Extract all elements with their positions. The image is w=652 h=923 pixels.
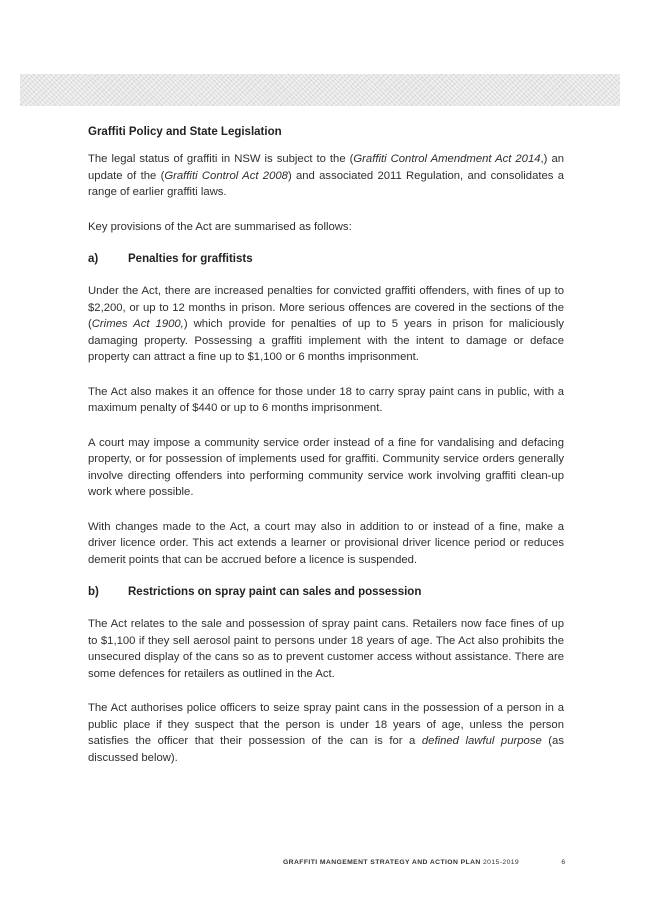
document-body <box>88 126 564 784</box>
page-footer <box>283 859 566 866</box>
section-a-paragraph-2: The Act also makes it an offence for those under 18 to carry spray paint cans in public, with a maximum penalty of $440 or up to 6 months imprisonment. <box>88 385 564 414</box>
section-a-title: Penalties for graffitists <box>128 253 253 265</box>
section-b-paragraph-2: The Act authorises police officers to seize spray paint cans in the possession of a person in a public place if they suspect that the person is under 18 years of age, unless the person satisfies the officer that their possession of the can is for a defined lawful purpose (as discussed below). <box>88 702 564 764</box>
section-a-heading <box>88 253 564 265</box>
footer-years: 2015-2019 <box>483 859 520 866</box>
section-a-paragraph-3: A court may impose a community service order instead of a fine for vandalising and defacing property, or for possession of implements used for graffiti. Community service orders generally involve directing offenders into performing community service work involving graffiti clean-up work where possible. <box>88 436 564 498</box>
section-a-paragraph-4: With changes made to the Act, a court may also in addition to or instead of a fine, make a driver licence order. This act extends a learner or provisional driver licence period or reduces demerit points that can be accrued before a licence is suspended. <box>88 520 564 566</box>
section-a-number: a) <box>88 253 99 265</box>
section-b-title: Restrictions on spray paint can sales and possession <box>128 586 422 598</box>
section-b-paragraph-1: The Act relates to the sale and possession of spray paint cans. Retailers now face fines of up to $1,100 if they sell aerosol paint to persons under 18 years of age. The Act also prohibits the unsecured display of the cans so as to prevent customer access without assistance. There are some defences for retailers as outlined in the Act. <box>88 618 564 680</box>
header-banner <box>20 74 620 106</box>
key-provisions-paragraph: Key provisions of the Act are summarised as follows: <box>88 220 352 233</box>
section-b-number: b) <box>88 586 99 598</box>
section-a-paragraph-1: Under the Act, there are increased penalties for convicted graffiti offenders, with fines of up to $2,200, or up to 12 months in prison. More serious offences are covered in the sections of the (Crimes Act 1900,) which provide for penalties of up to 5 years in prison for maliciously damaging property. Possessing a graffiti implement with the intent to damage or deface property can attract a fine up to $1,100 or 6 months imprisonment. <box>88 285 564 363</box>
intro-paragraph: The legal status of graffiti in NSW is subject to the (Graffiti Control Amendment Act 2014,) an update of the (Graffiti Control Act 2008) and associated 2011 Regulation, and consolidates a range of earlier graffiti laws. <box>88 153 565 198</box>
footer-title: GRAFFITI MANGEMENT STRATEGY AND ACTION PLAN <box>283 859 481 866</box>
page-number: 6 <box>561 859 566 866</box>
section-b-heading <box>88 586 564 598</box>
page-heading: Graffiti Policy and State Legislation <box>88 126 282 138</box>
